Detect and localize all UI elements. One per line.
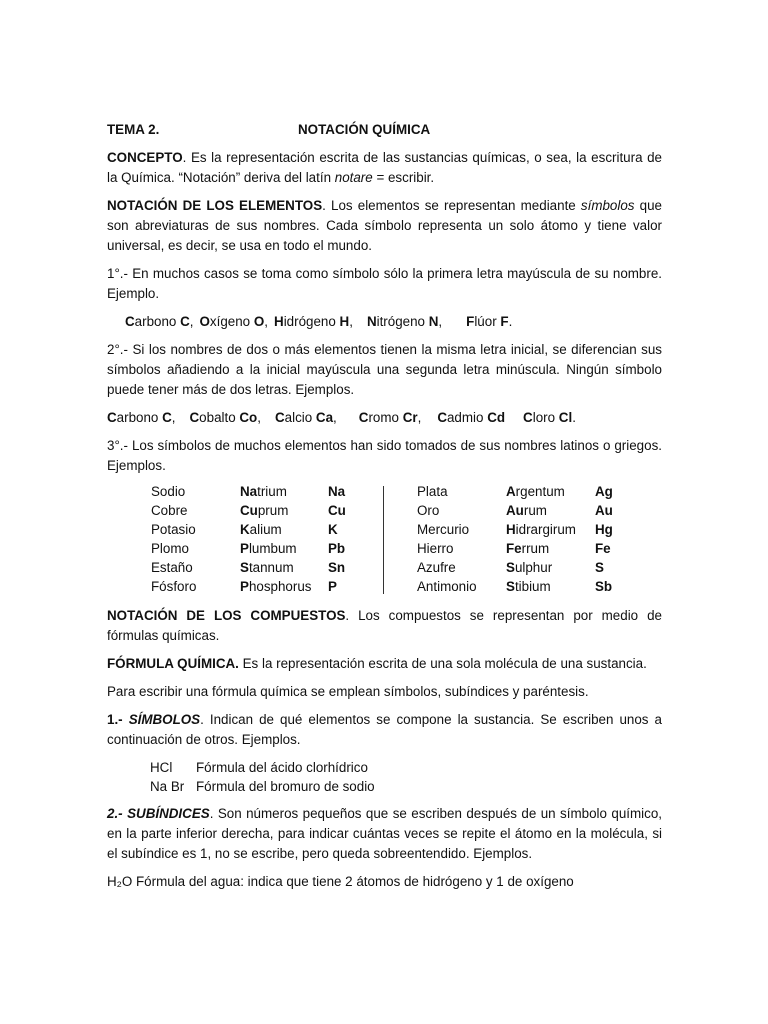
element-symbol: Fe [595,541,611,556]
element-symbol: Sb [595,579,613,594]
element-name: Fósforo [151,579,197,594]
subindices-text: . Son números pequeños que se escriben después de un símbolo químico, en la parte inferior derecha, para indicar cuántas veces se repite el átomo en la molécula, si el subíndice es 1, no se escribe, pero queda sobreentendido. Ejemplos. [107,806,662,861]
element-symbol: O [253,314,265,329]
latin-name [240,520,311,539]
element-name-rest: loro [532,410,559,425]
elementos-text-end: que son abreviaturas de sus nombres. Cada símbolo representa un solo átomo y tiene valor universal, es decir, se usa en todo el mundo. [107,198,663,253]
element-name: Mercurio [417,522,470,537]
latin-rest: lumbum [248,541,297,556]
latin-name [240,539,311,558]
element-symbol: Co [239,410,258,425]
element-example [275,408,337,428]
latin-name [506,520,576,539]
element-example [190,408,261,428]
element-symbol: C [180,314,190,329]
element-name: Potasio [151,522,196,537]
element-symbol: Na [328,484,346,499]
element-example [466,312,512,332]
page-title: NOTACIÓN QUÍMICA [298,122,431,137]
separator: , [417,410,422,425]
latin-initial: Au [506,503,524,518]
simbolos-label: SÍMBOLOS [128,712,201,727]
formula-description: Fórmula del bromuro de sodio [196,779,375,794]
element-name-rest: lúor [474,314,501,329]
latin-initial: P [240,579,249,594]
element-name: Plata [417,484,448,499]
latin-name [240,577,311,596]
concepto-latin: notare [334,170,373,185]
concepto-text: . Es la representación escrita de las sustancias químicas, o sea, la escritura de la Química. “Notación” deriva del latín [107,150,662,185]
element-initial: C [437,410,447,425]
formula: Na Br [150,779,185,794]
element-symbol: H [339,314,350,329]
latin-rest: ulphur [514,560,553,575]
element-name: Hierro [417,541,454,556]
rule1-examples [125,312,662,332]
element-name-rest: obalto [199,410,240,425]
latin-rest: rgentum [515,484,565,499]
element-name: Azufre [417,560,456,575]
rule2-examples [107,408,662,428]
table-divider [383,486,384,594]
subindices-paragraph [107,804,662,864]
compuestos-label: NOTACIÓN DE LOS COMPUESTOS [107,608,346,623]
latin-rest: rrum [521,541,550,556]
rule2-paragraph: 2°.- Si los nombres de dos o más elementos tienen la misma letra inicial, se diferencian sus símbolos añadiendo a la inicial mayúscula una segunda letra minúscula. Ningún símbolo puede tener más de dos letras. Ejemplos. [107,342,662,397]
simbolos-num: 1.- [107,712,123,727]
element-example [437,408,505,428]
separator: , [438,314,443,329]
elementos-text: . Los elementos se representan mediante [322,198,581,213]
latin-initial: A [506,484,516,499]
element-initial: C [358,410,369,425]
simbolos-paragraph [107,710,662,750]
subindices-num: 2.- [107,806,123,821]
compuestos-paragraph [107,606,662,646]
latin-initial: S [506,579,515,594]
latin-rest: alium [249,522,282,537]
element-name-rest: alcio [284,410,316,425]
element-name-rest: romo [368,410,403,425]
latin-name [506,482,576,501]
latin-name [506,539,576,558]
element-example [523,408,576,428]
formula: HCl [150,760,173,775]
element-symbol: Cr [402,410,418,425]
elementos-italic: símbolos [580,198,635,213]
element-initial: N [366,314,377,329]
latin-rest: rum [523,503,547,518]
element-name: Cobre [151,503,188,518]
latin-rest: hosphorus [248,579,312,594]
agua-paragraph: H₂O Fórmula del agua: indica que tiene 2 átomos de hidrógeno y 1 de oxígeno [107,874,574,889]
element-name: Sodio [151,484,186,499]
table-right-names [417,482,477,596]
element-name: Oro [417,503,440,518]
element-initial: F [466,314,475,329]
element-name: Estaño [151,560,193,575]
element-symbol: Au [595,503,613,518]
element-symbol: Cl [558,410,573,425]
element-symbol: Cu [328,503,346,518]
concepto-label: CONCEPTO [107,150,183,165]
separator: , [349,314,353,329]
element-initial: O [199,314,210,329]
element-example [200,312,269,332]
latin-rest: prum [257,503,289,518]
separator: , [333,410,337,425]
document-body [107,120,662,900]
element-symbol: C [162,410,172,425]
element-symbol: Cd [487,410,506,425]
latin-name [506,501,576,520]
header [107,120,662,140]
element-symbol: Pb [328,541,346,556]
element-symbol: F [500,314,509,329]
element-name-rest: itrógeno [376,314,429,329]
latin-initial: S [506,560,515,575]
element-initial: C [125,314,135,329]
element-initial: C [189,410,200,425]
element-symbol: K [328,522,338,537]
separator: , [189,314,194,329]
formula-text: Es la representación escrita de una sola molécula de una sustancia. [238,656,647,671]
latin-symbols-table [107,482,662,600]
separator: , [264,314,269,329]
latin-rest: trium [257,484,287,499]
latin-initial: K [240,522,250,537]
latin-initial: Na [240,484,258,499]
element-name-rest: arbono [134,314,181,329]
element-symbol: Ca [315,410,334,425]
simbolos-examples [150,758,662,796]
latin-rest: idrargirum [515,522,576,537]
table-right-latin [506,482,576,596]
element-example [274,312,353,332]
latin-rest: tibium [514,579,551,594]
latin-name [240,482,311,501]
element-initial: C [523,410,533,425]
formula-paragraph [107,654,662,674]
concepto-text-end: = escribir. [372,170,435,185]
latin-rest: tannum [248,560,294,575]
element-name-rest: arbono [116,410,163,425]
separator: . [508,314,513,329]
subindices-label: SUBÍNDICES [127,806,210,821]
latin-initial: Fe [506,541,522,556]
latin-name [506,577,576,596]
element-example [367,312,442,332]
latin-name [506,558,576,577]
element-name: Plomo [151,541,189,556]
latin-initial: Cu [240,503,258,518]
separator: , [257,410,261,425]
simbolos-text: . Indican de qué elementos se compone la sustancia. Se escriben unos a continuación de otros. Ejemplos. [107,712,662,747]
concepto-paragraph [107,148,662,188]
table-right-symbols [595,482,613,596]
element-symbol: Hg [595,522,613,537]
table-left-symbols [328,482,346,596]
compuestos-text: . Los compuestos se representan por medio de fórmulas químicas. [107,608,662,643]
element-symbol: Ag [595,484,613,499]
element-initial: H [274,314,284,329]
rule3-paragraph: 3°.- Los símbolos de muchos elementos han sido tomados de sus nombres latinos o griegos. Ejemplos. [107,438,662,473]
formula-example [150,758,662,777]
latin-initial: H [506,522,516,537]
element-initial: C [107,410,117,425]
formula-description: Fórmula del ácido clorhídrico [196,760,368,775]
formula-label: FÓRMULA QUÍMICA. [107,656,239,671]
rule1-paragraph: 1°.- En muchos casos se toma como símbolo sólo la primera letra mayúscula de su nombre. Ejemplo. [107,266,662,301]
table-left-latin [240,482,311,596]
element-symbol: Sn [328,560,346,575]
formula-example [150,777,662,796]
latin-initial: S [240,560,249,575]
separator: , [171,410,176,425]
elementos-label: NOTACIÓN DE LOS ELEMENTOS [107,198,323,213]
element-name-rest: xígeno [209,314,254,329]
element-name-rest: idrógeno [283,314,340,329]
para-paragraph: Para escribir una fórmula química se emplean símbolos, subíndices y paréntesis. [107,684,589,699]
element-symbol: P [328,579,337,594]
separator: . [572,410,576,425]
latin-name [240,501,311,520]
elementos-paragraph [107,196,662,256]
element-initial: C [274,410,285,425]
element-symbol: S [595,560,604,575]
element-symbol: N [428,314,439,329]
element-example [107,408,176,428]
element-example [359,408,422,428]
latin-initial: P [240,541,249,556]
table-left-names [151,482,196,596]
element-name: Antimonio [417,579,477,594]
element-example [125,312,194,332]
element-name-rest: admio [446,410,488,425]
latin-name [240,558,311,577]
tema-label: TEMA 2. [107,122,160,137]
